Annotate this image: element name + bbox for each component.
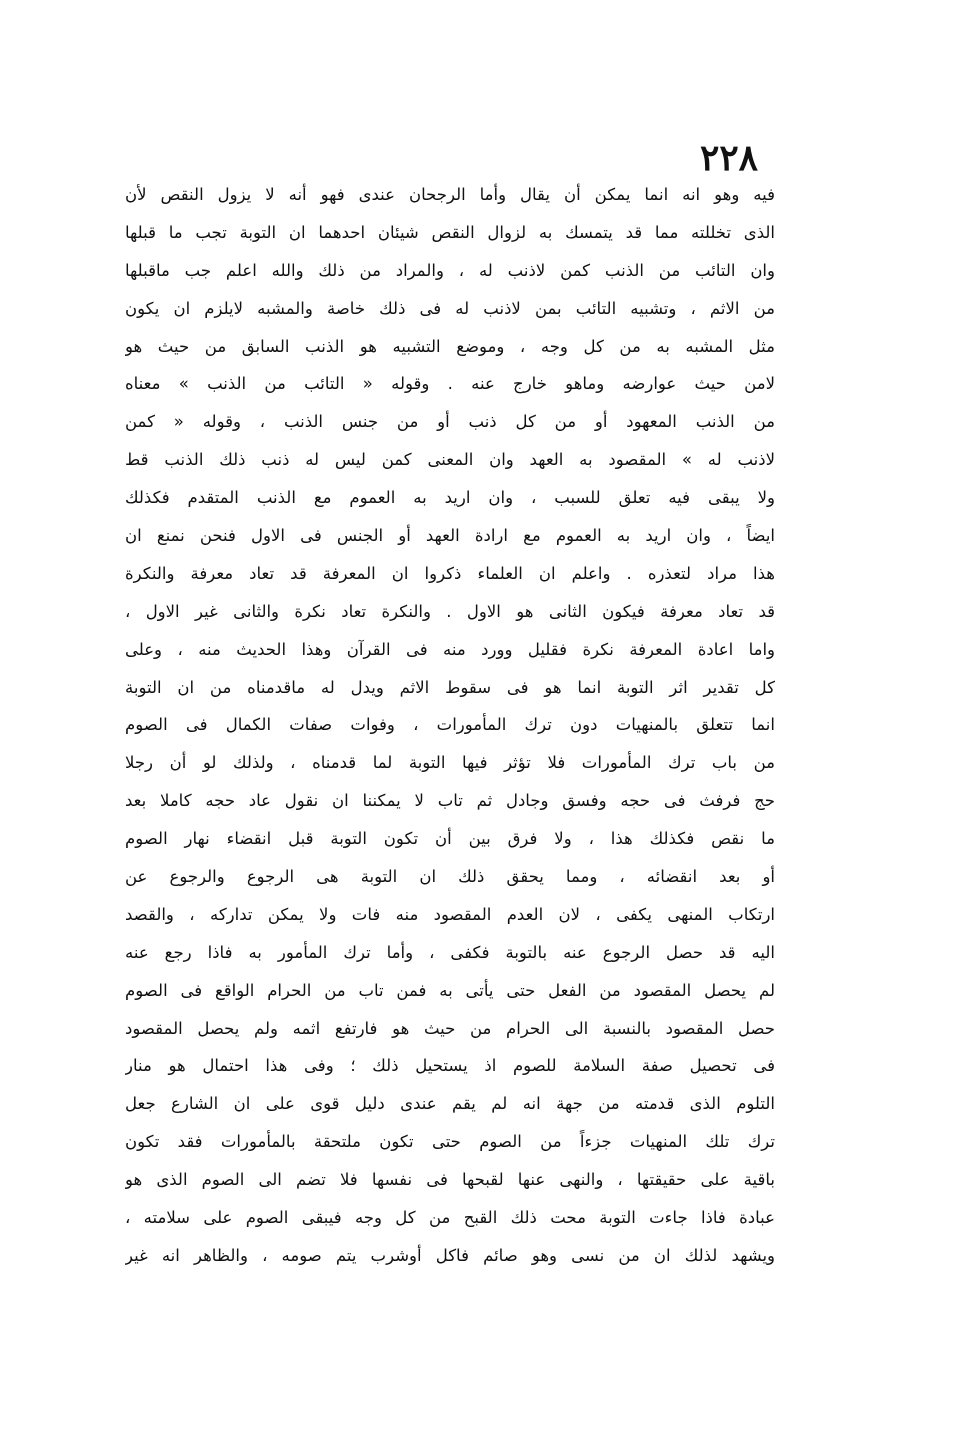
- text-line: ايضاً ، وان اريد به العموم مع ارادة العهد أو الجنس فى الاول فنحن نمنع ان: [125, 526, 775, 546]
- text-line: من الاثم ، وتشبيه التائب بمن لاذنب له فى ذلك خاصة والمشبه لايلزم ان يكون: [125, 298, 775, 318]
- text-line: عبادة فاذا جاءت التوبة محت ذلك القبح من كل وجه فيبقى الصوم على سلامته ،: [125, 1208, 775, 1228]
- text-line: حج فرفث فى حجه وفسق وجادل ثم تاب لا يمكننا ان نقول عاد حجه كاملا بعد: [125, 791, 775, 811]
- text-line: من باب ترك المأمورات فلا تؤثر فيها التوبة لما قدمناه ، ولذلك لو أن رجلا: [125, 753, 775, 773]
- text-line: قد تعاد معرفة فيكون الثانى هو الاول . والنكرة تعاد نكرة والثانى غير الاول ،: [125, 601, 775, 621]
- text-line: لم يحصل المقصود من الفعل حتى يأتى به فمن تاب من الحرام الواقع فى الصوم: [125, 980, 775, 1000]
- text-line: حصل المقصود بالنسبة الى الحرام من حيث هو فارتفع اثمه ولم يحصل المقصود: [125, 1018, 775, 1038]
- text-line: وان التائب من الذنب كمن لاذنب له ، والمراد من ذلك والله اعلم جب ماقبلها: [125, 260, 775, 280]
- text-line: ترك تلك المنهيات جزءاً من الصوم حتى تكون ملتحقة بالمأمورات فقد تكون: [125, 1132, 775, 1152]
- text-line: واما اعادة المعرفة نكرة فقليل وورد منه فى القرآن وهذا الحديث منه ، وعلى: [125, 639, 775, 659]
- text-line: مثل المشبه به من كل وجه ، وموضع التشبيه هو الذنب السابق من حيث هو: [125, 336, 775, 356]
- text-line: انما تتعلق بالمنهيات دون ترك المأمورات ، وفوات صفات الكمال فى الصوم: [125, 715, 775, 735]
- text-line: باقية على حقيقتها ، والنهى عنها لقبحها فى نفسها فلا تضم الى الصوم الذى هو: [125, 1170, 775, 1190]
- text-line: كل تقدير اثر التوبة انما هو فى سقوط الاثم ويدل له ماقدمناه من ان التوبة: [125, 677, 775, 697]
- body-text: [125, 176, 775, 1275]
- page-number: ٢٢٨: [699, 137, 758, 179]
- text-line: ما نقص فكذلك هذا ، ولا فرق بين أن تكون التوبة قبل انقضاء نهار الصوم: [125, 829, 775, 849]
- text-line: أو بعد انقضائه ، ومما يحقق ذلك ان التوبة هى الرجوع والرجوع عن: [125, 867, 775, 887]
- text-line: التلوم الذى قدمته من جهة انه لم يقم عندى دليل قوى على ان الشارع جعل: [125, 1094, 775, 1114]
- text-line: لامن حيث عوارضه وماهو خارج عنه . وقوله « التائب من الذنب » معناه: [125, 374, 775, 394]
- text-line: هذا مراد لتعذره . واعلم ان العلماء ذكروا ان المعرفة قد تعاد معرفة والنكرة: [125, 563, 775, 583]
- text-line: الذى تخللته مما قد يتمسك به لزوال النقص شيئان احدهما ان التوبة تجب ما قبلها: [125, 222, 775, 242]
- text-line: فيه وهو انه انما يمكن أن يقال وأما الرجحان عندى فهو أنه لا يزول النقص لأن: [125, 185, 775, 204]
- text-line: لاذنب له » المقصود به العهد وان المعنى كمن ليس له ذنب ذلك الذنب قط: [125, 450, 775, 470]
- text-line: اليه قد حصل الرجوع عنه بالتوبة فكفى ، وأما ترك المأمور به فاذا رجع عنه: [125, 942, 775, 962]
- text-line: من الذنب المعهود أو من كل ذنب أو من جنس الذنب ، وقوله « كمن: [125, 412, 775, 432]
- text-line: فى تحصيل صفة السلامة للصوم اذ يستحيل ذلك ؛ وفى هذا احتمال هو منار: [125, 1056, 775, 1076]
- text-line: ارتكاب المنهى يكفى ، لان العدم المقصود منه فات ولا يمكن تداركه ، والقصد: [125, 904, 775, 924]
- text-line: ويشهد لذلك ان من نسى وهو صائم فاكل أوشرب يتم صومه ، والظاهر انه غير: [125, 1245, 775, 1265]
- text-line: ولا يبقى فيه تعلق للسبب ، وان اريد به العموم مع الذنب المتقدم فكذلك: [125, 488, 775, 508]
